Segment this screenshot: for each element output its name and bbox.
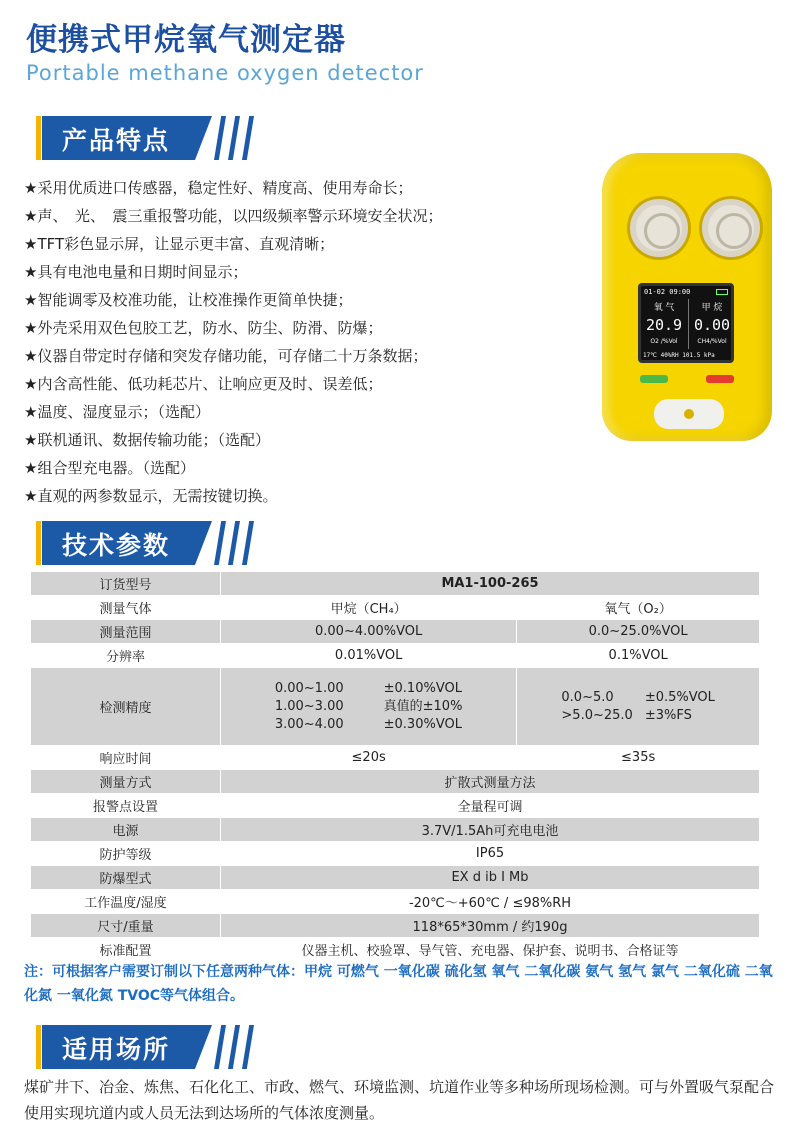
section-title-tech: 技术参数 (62, 531, 171, 560)
section-stripe (228, 116, 240, 160)
accuracy-error: ±0.5%VOL (644, 689, 715, 705)
feature-item: ★联机通讯、数据传输功能；（选配） (24, 431, 270, 449)
feature-item: ★外壳采用双色包胶工艺，防水、防尘、防滑、防爆； (24, 319, 383, 337)
spec-label: 报警点设置 (31, 794, 221, 818)
spec-label: 订货型号 (31, 572, 221, 596)
spec-value: -20℃～+60℃ / ≤98%RH (221, 890, 760, 914)
custom-gas-note: 注：可根据客户需要订制以下任意两种气体：甲烷 可燃气 一氧化碳 硫化氢 氧气 二氧化碳 氨气 氢气 氯气 二氧化硫 二氧化氮 一氧化氮 TVOC等气体组合。 (24, 964, 773, 1004)
section-stripe (214, 116, 226, 160)
feature-item: ★直观的两参数显示，无需按键切换。 (24, 487, 278, 505)
section-title-features: 产品特点 (62, 126, 171, 155)
feature-item: ★具有电池电量和日期时间显示； (24, 263, 248, 281)
accuracy-range: 0.00~1.00 (274, 680, 344, 696)
sensor-port-icon (630, 199, 688, 257)
spec-label: 测量气体 (31, 596, 221, 620)
spec-value: 全量程可调 (221, 794, 760, 818)
table-row (31, 770, 760, 794)
product-image (592, 145, 780, 447)
section-accent-bar (36, 116, 41, 160)
spec-label: 标准配置 (31, 938, 221, 962)
spec-label: 响应时间 (31, 746, 221, 770)
sensor-port-icon (702, 199, 760, 257)
section-accent-bar (36, 521, 41, 565)
accuracy-range: 3.00~4.00 (274, 716, 344, 732)
section-header-tech (22, 521, 272, 565)
screen-unit-right: CH4/%Vol (697, 338, 727, 345)
device-red-button (706, 375, 734, 383)
table-row (31, 668, 760, 746)
table-row (31, 866, 760, 890)
section-accent-bar (36, 1025, 41, 1069)
spec-value-accuracy-ch4 (221, 668, 517, 746)
spec-value: 氧气（O₂） (517, 596, 760, 620)
page-subtitle: Portable methane oxygen detector (26, 61, 424, 85)
battery-icon (716, 289, 728, 295)
section-title-scenes: 适用场所 (62, 1035, 171, 1064)
table-row (31, 890, 760, 914)
speaker-grill-icon (654, 399, 724, 429)
table-row (31, 914, 760, 938)
spec-value: 甲烷（CH₄） (221, 596, 517, 620)
spec-value: 3.7V/1.5Ah可充电电池 (221, 818, 760, 842)
screen-value-right: 0.00 (693, 316, 731, 334)
spec-value: EX d ib Ⅰ Mb (221, 866, 760, 890)
table-row (31, 572, 760, 596)
spec-value: 仪器主机、校验罩、导气管、充电器、保护套、说明书、合格证等 (221, 938, 760, 962)
section-header-features (22, 116, 272, 160)
accuracy-error: ±3%FS (644, 707, 692, 723)
spec-label: 尺寸/重量 (31, 914, 221, 938)
screen-value-left: 20.9 (645, 316, 683, 334)
accuracy-error: ±0.30%VOL (383, 716, 462, 732)
device-body (602, 153, 772, 441)
spec-value-accuracy-o2 (517, 668, 760, 746)
device-green-button (640, 375, 668, 383)
table-row (31, 938, 760, 962)
spec-label: 防爆型式 (31, 866, 221, 890)
application-scenes-text: 煤矿井下、冶金、炼焦、石化化工、市政、燃气、环境监测、坑道作业等多种场所现场检测。可与外置吸气泵配合使用实现坑道内或人员无法到达场所的气体浓度测量。 (24, 1078, 775, 1122)
screen-gas-right: 甲 烷 (701, 303, 723, 313)
feature-item: ★仪器自带定时存储和突发存储功能，可存储二十万条数据； (24, 347, 428, 365)
accuracy-range: 0.0~5.0 (561, 689, 614, 705)
screen-status: 17℃ 40%RH 101.5 kPa (643, 352, 715, 359)
spec-value: 0.0~25.0%VOL (517, 620, 760, 644)
spec-label: 测量方式 (31, 770, 221, 794)
feature-item: ★智能调零及校准功能，让校准操作更简单快捷； (24, 291, 353, 309)
section-stripe (214, 521, 226, 565)
spec-label: 电源 (31, 818, 221, 842)
table-row (31, 842, 760, 866)
spec-value: IP65 (221, 842, 760, 866)
section-header-scenes (22, 1025, 272, 1069)
spec-value: 0.1%VOL (517, 644, 760, 668)
table-row (31, 620, 760, 644)
section-stripe (242, 521, 254, 565)
table-row (31, 644, 760, 668)
spec-value: ≤35s (517, 746, 760, 770)
spec-value: 0.00~4.00%VOL (221, 620, 517, 644)
spec-label: 测量范围 (31, 620, 221, 644)
section-stripe (242, 1025, 254, 1069)
spec-label: 分辨率 (31, 644, 221, 668)
feature-item: ★TFT彩色显示屏，让显示更丰富、直观清晰； (24, 235, 335, 253)
screen-gas-left: 氧 气 (653, 303, 675, 313)
accuracy-range: >5.0~25.0 (561, 707, 633, 723)
spec-label: 防护等级 (31, 842, 221, 866)
accuracy-range: 1.00~3.00 (274, 698, 344, 714)
feature-item: ★温度、湿度显示；（选配） (24, 403, 210, 421)
section-stripe (242, 116, 254, 160)
table-row (31, 596, 760, 620)
device-screen (638, 283, 734, 363)
feature-item: ★组合型充电器。（选配） (24, 459, 195, 477)
accuracy-error: ±0.10%VOL (383, 680, 462, 696)
spec-table (30, 571, 760, 962)
spec-label: 工作温度/湿度 (31, 890, 221, 914)
table-row (31, 794, 760, 818)
feature-list (24, 174, 544, 510)
spec-value: 118*65*30mm / 约190g (221, 914, 760, 938)
table-row (31, 746, 760, 770)
spec-value: ≤20s (221, 746, 517, 770)
spec-value: 扩散式测量方法 (221, 770, 760, 794)
feature-item: ★内含高性能、低功耗芯片、让响应更及时、误差低； (24, 375, 383, 393)
section-stripe (228, 521, 240, 565)
feature-item: ★声、 光、 震三重报警功能，以四级频率警示环境安全状况； (24, 207, 443, 225)
accuracy-error: 真值的±10% (383, 698, 463, 714)
section-stripe (228, 1025, 240, 1069)
spec-value: 0.01%VOL (221, 644, 517, 668)
screen-datetime: 01-02 09:00 (644, 288, 691, 296)
table-row (31, 818, 760, 842)
feature-item: ★采用优质进口传感器，稳定性好、精度高、使用寿命长； (24, 179, 413, 197)
spec-value: MA1-100-265 (221, 572, 760, 596)
screen-unit-left: O2 /%Vol (650, 338, 678, 345)
page-title: 便携式甲烷氧气测定器 (26, 22, 346, 58)
section-stripe (214, 1025, 226, 1069)
spec-label: 检测精度 (31, 668, 221, 746)
